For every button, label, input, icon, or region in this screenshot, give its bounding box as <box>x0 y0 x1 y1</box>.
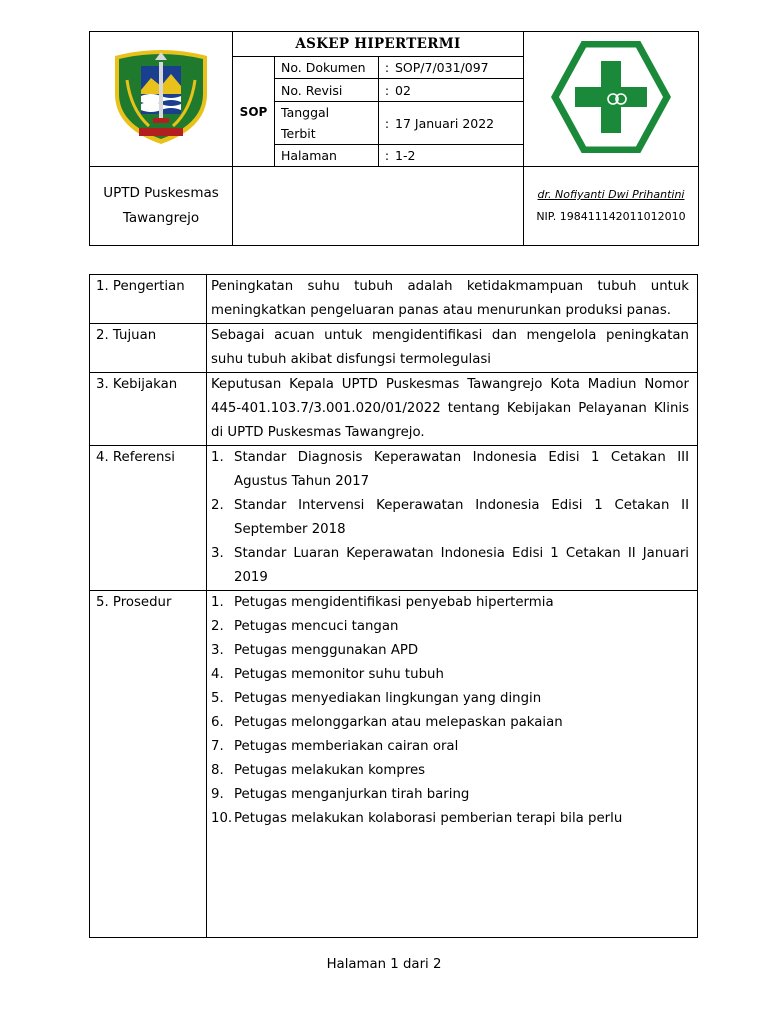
regency-logo-cell <box>90 32 233 167</box>
list-item-text: Standar Diagnosis Keperawatan Indonesia Edisi 1 Cetakan III Agustus Tahun 2017 <box>234 450 689 489</box>
list-item <box>211 446 689 494</box>
list-item <box>211 663 689 687</box>
meta-label-revision: No. Revisi <box>275 79 379 102</box>
list-item-number: 9. <box>211 787 224 802</box>
list-item <box>211 687 689 711</box>
meta-label-issue-date <box>275 102 379 145</box>
puskesmas-logo-cell <box>524 32 699 167</box>
page-value: 1-2 <box>395 148 416 163</box>
puskesmas-logo-icon <box>551 41 671 153</box>
list-item-text: Petugas menggunakan APD <box>234 643 419 658</box>
section-pengertian <box>90 275 698 324</box>
list-item-text: Petugas melonggarkan atau melepaskan pakaian <box>234 715 563 730</box>
sop-header-table <box>89 31 699 246</box>
section-list <box>207 446 698 591</box>
org-line1: UPTD Puskesmas <box>103 185 219 201</box>
list-item-number: 4. <box>211 667 224 682</box>
list-item-text: Petugas menyediakan lingkungan yang dingin <box>234 691 542 706</box>
list-item <box>211 591 689 615</box>
tujuan-text: Sebagai acuan untuk mengidentifikasi dan mengelola peningkatan suhu tubuh akibat disfungsi termolegulasi <box>211 328 689 367</box>
list-item-text: Petugas melakukan kompres <box>234 763 426 778</box>
list-item-text: Petugas menganjurkan tirah baring <box>234 787 470 802</box>
sop-content-table <box>89 274 698 938</box>
list-item-number: 10. <box>211 811 233 826</box>
list-item-number: 8. <box>211 763 224 778</box>
section-text <box>207 275 698 324</box>
section-kebijakan <box>90 373 698 446</box>
list-item-number: 6. <box>211 715 224 730</box>
sop-label: SOP <box>233 57 275 167</box>
list-item-number: 1. <box>211 450 224 465</box>
list-item <box>211 807 689 831</box>
list-item <box>211 615 689 639</box>
page-footer: Halaman 1 dari 2 <box>326 957 442 972</box>
list-item-number: 2. <box>211 498 224 513</box>
doc-number-value: SOP/7/031/097 <box>395 60 489 75</box>
meta-value-issue-date: : 17 Januari 2022 <box>379 102 524 145</box>
list-item-text: Petugas mengidentifikasi penyebab hipertermia <box>234 595 554 610</box>
list-item <box>211 494 689 542</box>
section-text <box>207 373 698 446</box>
meta-value-revision: : 02 <box>379 79 524 102</box>
section-text <box>207 324 698 373</box>
meta-label-page: Halaman <box>275 145 379 167</box>
procedure-list <box>211 591 689 831</box>
empty-header-cell <box>233 167 524 246</box>
list-item <box>211 735 689 759</box>
pengertian-text: Peningkatan suhu tubuh adalah ketidakmampuan tubuh untuk meningkatkan pengeluaran panas atau menurunkan produksi panas. <box>211 279 689 318</box>
list-item <box>211 783 689 807</box>
meta-value-page: : 1-2 <box>379 145 524 167</box>
list-item-number: 3. <box>211 643 224 658</box>
list-item <box>211 639 689 663</box>
list-item-text: Standar Intervensi Keperawatan Indonesia Edisi 1 Cetakan II September 2018 <box>234 498 689 537</box>
signatory-nip: NIP. 198411142011012010 <box>536 210 686 223</box>
section-label: 5. Prosedur <box>90 591 207 938</box>
section-label: 4. Referensi <box>90 446 207 591</box>
meta-value-doc-number: : SOP/7/031/097 <box>379 57 524 79</box>
section-label: 3. Kebijakan <box>90 373 207 446</box>
section-prosedur <box>90 591 698 938</box>
list-item <box>211 711 689 735</box>
list-item-number: 1. <box>211 595 224 610</box>
issue-date-label-line2: Terbit <box>281 126 316 141</box>
list-item-text: Petugas melakukan kolaborasi pemberian terapi bila perlu <box>234 811 623 826</box>
section-list <box>207 591 698 938</box>
list-item-number: 3. <box>211 546 224 561</box>
section-label: 2. Tujuan <box>90 324 207 373</box>
revision-value: 02 <box>395 82 411 98</box>
reference-list <box>211 446 689 590</box>
section-referensi <box>90 446 698 591</box>
section-label: 1. Pengertian <box>90 275 207 324</box>
issue-date-value: 17 Januari 2022 <box>395 115 495 131</box>
signatory-name: dr. Nofiyanti Dwi Prihantini <box>537 188 685 201</box>
kebijakan-text: Keputusan Kepala UPTD Puskesmas Tawangrejo Kota Madiun Nomor 445-401.103.7/3.001.020/01/2022 tentang Kebijakan Pelayanan Klinis di UPTD Puskesmas Tawangrejo. <box>211 377 689 440</box>
org-line2: Tawangrejo <box>122 210 200 226</box>
list-item-number: 2. <box>211 619 224 634</box>
section-tujuan <box>90 324 698 373</box>
list-item-text: Petugas memonitor suhu tubuh <box>234 667 444 682</box>
signatory <box>524 167 699 246</box>
document-title: ASKEP HIPERTERMI <box>233 32 524 57</box>
list-item-text: Petugas memberiakan cairan oral <box>234 739 459 754</box>
organization-name <box>90 167 233 246</box>
list-item-number: 7. <box>211 739 224 754</box>
meta-label-doc-number: No. Dokumen <box>275 57 379 79</box>
list-item-text: Petugas mencuci tangan <box>234 619 399 634</box>
list-item <box>211 542 689 590</box>
list-item <box>211 759 689 783</box>
regency-crest-icon <box>109 46 213 148</box>
list-item-text: Standar Luaran Keperawatan Indonesia Edisi 1 Cetakan II Januari 2019 <box>234 546 689 585</box>
issue-date-label-line1: Tanggal <box>281 105 330 120</box>
list-item-number: 5. <box>211 691 224 706</box>
